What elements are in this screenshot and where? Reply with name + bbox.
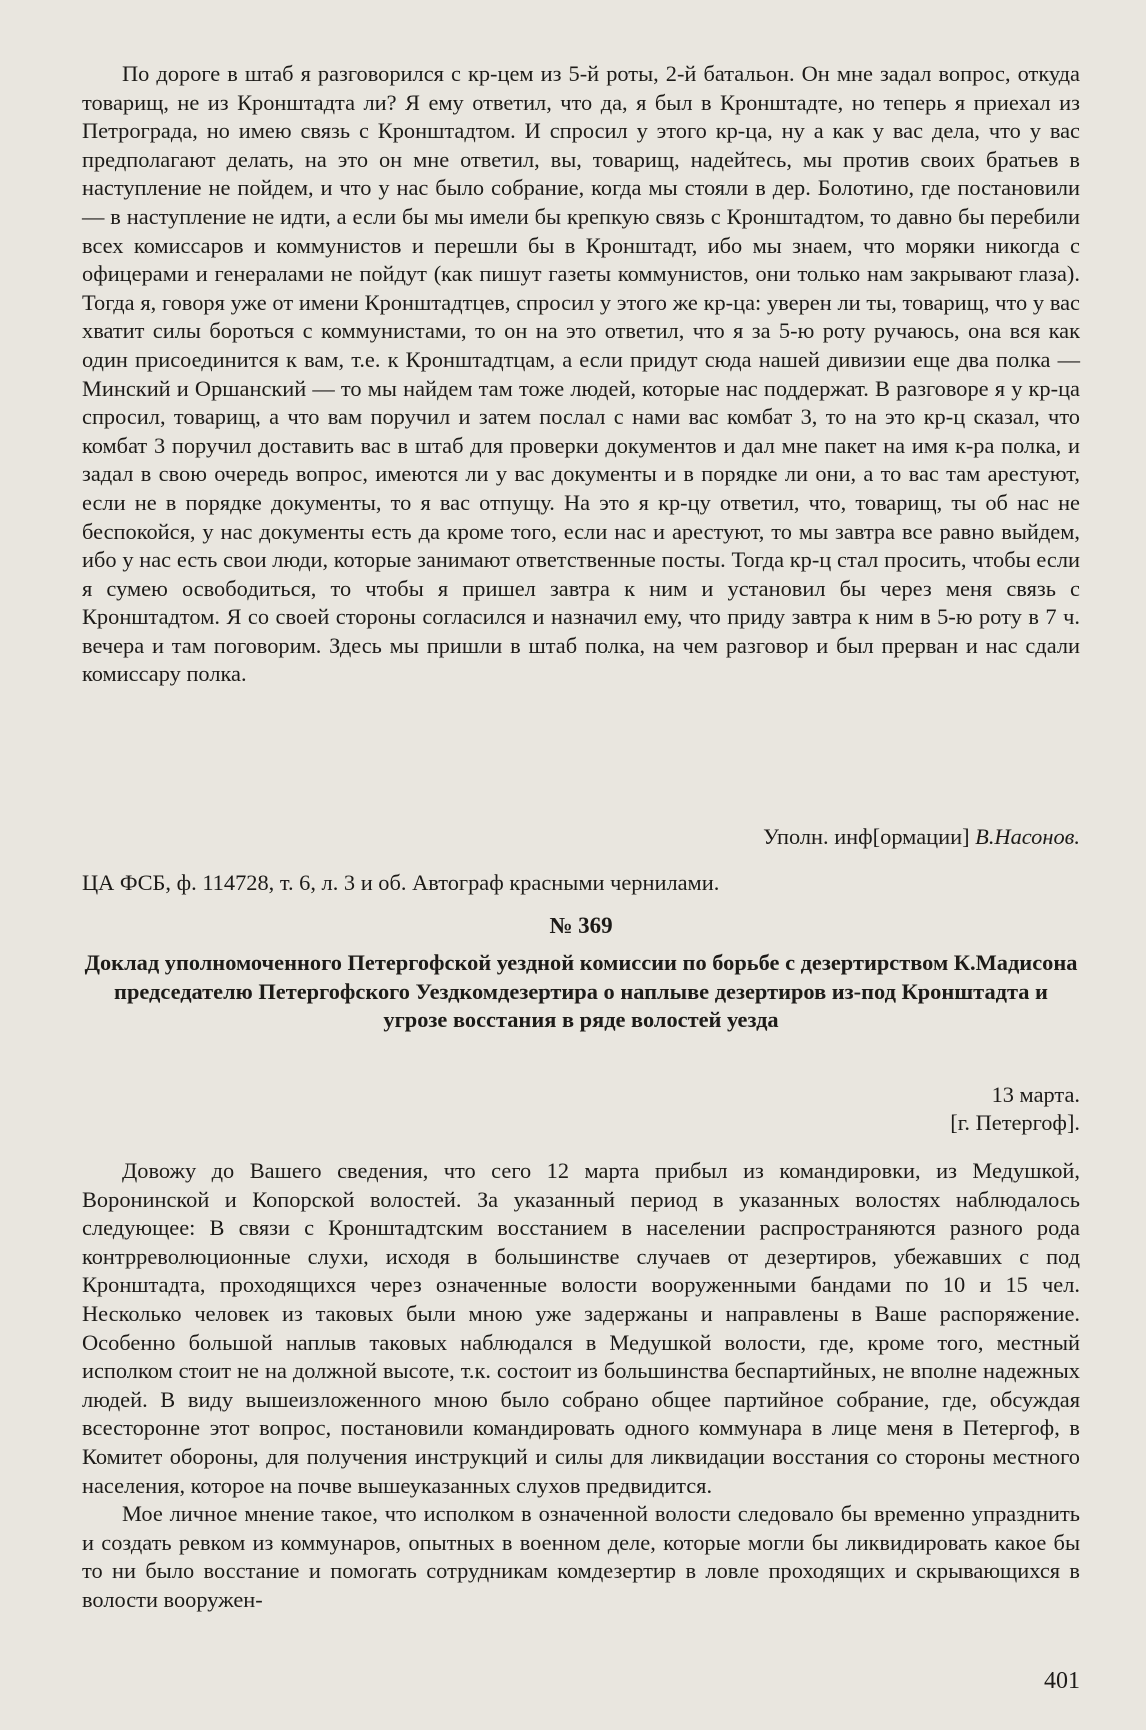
page-number: 401 [1044, 1668, 1080, 1694]
document-number: № 369 [549, 913, 613, 938]
body-paragraph: Мое личное мнение такое, что исполком в означенной волости следовало бы временно упразднить и создать ревком из коммунаров, опытных в военном деле, которые могли бы ликвидировать какое бы то ни было восстание и помогать сотрудникам комдезертир в ловле проходящих и скрывающихся в волости вооружен- [82, 1501, 1080, 1612]
body-paragraph: По дороге в штаб я разговорился с кр-цем из 5-й роты, 2-й батальон. Он мне задал вопрос, откуда товарищ, не из Кронштадта ли? Я ему ответил, что да, я был в Кронштадте, но теперь я приехал из Петрограда, но имею связь с Кронштадтом. И спросил у этого кр-ца, ну а как у вас дела, что у вас предполагают делать, на это он мне ответил, вы, товарищ, надейтесь, мы против своих братьев в наступление не пойдем, и что у нас было собрание, когда мы стояли в дер. Болотино, где постановили — в наступление не идти, а если бы мы имели бы крепкую связь с Кронштадтом, то давно бы перебили всех комиссаров и коммунистов и перешли бы в Кронштадт, ибо мы знаем, что моряки никогда с офицерами и генералами не пойдут (как пишут газеты коммунистов, они только нам закрывают глаза). Тогда я, говоря уже от имени Кронштадтцев, спросил у этого же кр-ца: уверен ли ты, товарищ, что у вас хватит силы бороться с коммунистами, то он на это ответил, что я за 5-ю роту ручаюсь, она вся как один присоединится к вам, т.е. к Кронштадтцам, а если придут сюда нашей дивизии еще два полка — Минский и Оршанский — то мы найдем там тоже людей, которые нас поддержат. В разговоре я у кр-ца спросил, товарищ, а что вам поручил и затем послал с нами вас комбат 3, то на это кр-ц сказал, что комбат 3 поручил доставить вас в штаб для проверки документов и дал мне пакет на имя к-ра полка, и задал в свою очередь вопрос, имеются ли у вас документы и в порядке ли они, а то вас там арестуют, если не в порядке документы, то я вас отпущу. На это я кр-цу ответил, что, товарищ, ты об нас не беспокойся, у нас документы есть да кроме того, если нас и арестуют, то мы завтра все равно выйдем, ибо у нас есть свои люди, которые занимают ответственные посты. Тогда кр-ц стал просить, чтобы если я сумею освободиться, то чтобы я пришел завтра к ним и установил бы через меня связь с Кронштадтом. Я со своей стороны согласился и назначил ему, что приду завтра к ним в 5-ю роту в 7 ч. вечера и там поговорим. Здесь мы пришли в штаб полка, на чем разговор и был прерван и нас сдали комиссару полка. [82, 61, 1080, 687]
document-date [82, 1081, 1080, 1137]
previous-document-text [82, 60, 1080, 689]
report-text [82, 1157, 1080, 1615]
archive-source-note: ЦА ФСБ, ф. 114728, т. 6, л. 3 и об. Автограф красными чернилами. [82, 870, 720, 895]
body-paragraph: Довожу до Вашего сведения, что сего 12 марта прибыл из командировки, из Медушкой, Воронинской и Копорской волостей. За указанный период в указанных волостях наблюдалось следующее: В связи с Кронштадтским восстанием в населении распространяются разного рода контрреволюционные слухи, исходя в большинстве случаев от дезертиров, убежавших с под Кронштадта, проходящихся через означенные волости вооруженными бандами по 10 и 15 чел. Несколько человек из таковых были мною уже задержаны и направлены в Ваше распоряжение. Особенно большой наплыв таковых наблюдался в Медушкой волости, где, кроме того, местный исполком стоит не на должной высоте, т.к. состоит из большинства беспартийных, не вполне надежных людей. В виду вышеизложенного мною было собрано общее партийное собрание, где, обсуждая всесторонне этот вопрос, постановили командировать одного коммунара в лице меня в Петергоф, в Комитет обороны, для получения инструкций и силы для ликвидации восстания со стороны местного населения, которое на почве вышеуказанных слухов предвидится. [82, 1158, 1080, 1498]
signature-line [82, 823, 1080, 851]
document-title: Доклад уполномоченного Петергофской уездной комиссии по борьбе с дезертирством К.Мадисона председателю Петергофского Уездкомдезертира о наплыве дезертиров из-под Кронштадта и угрозе восстания в ряде волостей уезда [84, 950, 1078, 1032]
signature-role: Уполн. инф[ормации] [763, 824, 970, 849]
date-line: 13 марта. [991, 1082, 1080, 1107]
place-line: [г. Петергоф]. [950, 1110, 1080, 1135]
signature-name: В.Насонов. [975, 824, 1080, 849]
